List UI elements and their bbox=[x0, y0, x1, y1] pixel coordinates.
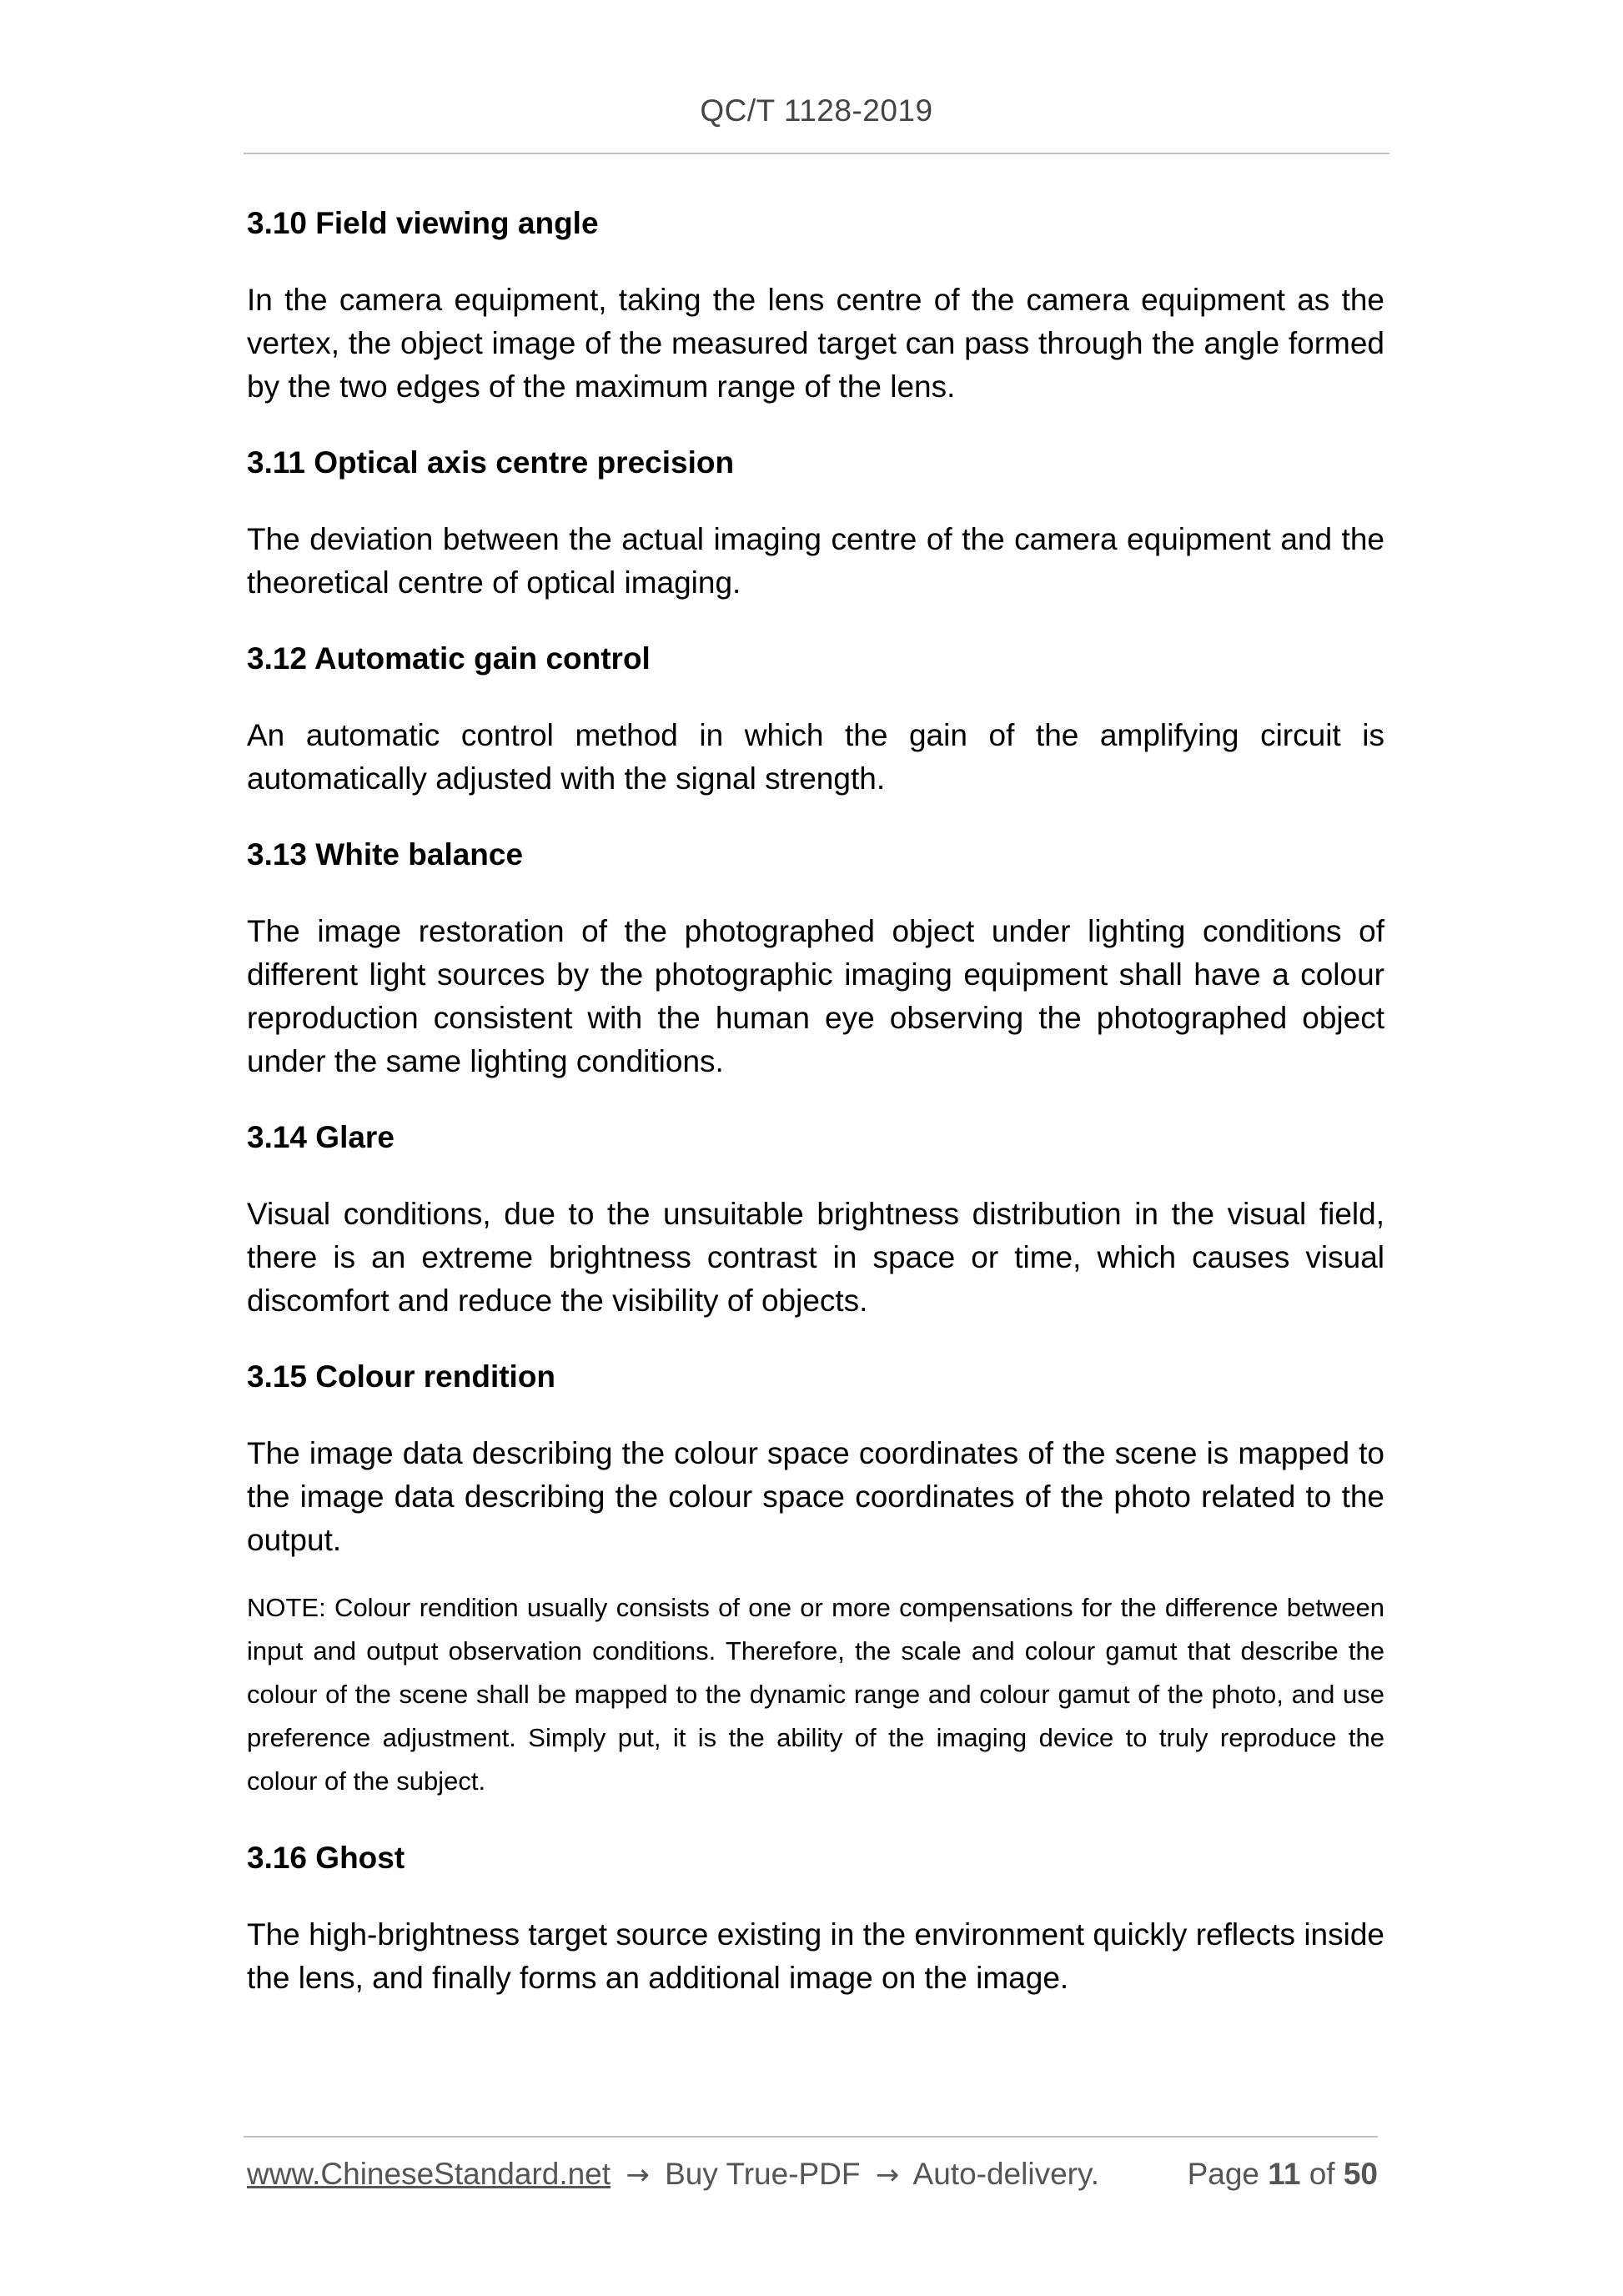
buy-true-pdf-text: Buy True-PDF bbox=[665, 2157, 861, 2191]
website-link[interactable]: www.ChineseStandard.net bbox=[247, 2157, 611, 2191]
section-body: In the camera equipment, taking the lens centre of the camera equipment as the vertex, the object image of the measured target can pass through the angle formed by the two edges of the maximum range of the lens. bbox=[247, 283, 1384, 404]
section-3-16 bbox=[247, 1836, 1384, 2000]
page-total: 50 bbox=[1343, 2157, 1378, 2191]
section-heading: 3.16 Ghost bbox=[247, 1841, 405, 1875]
section-body: The image data describing the colour space coordinates of the scene is mapped to the image data describing the colour space coordinates of the photo related to the output. bbox=[247, 1436, 1384, 1557]
page-number bbox=[1188, 2157, 1378, 2192]
arrow-right-icon: → bbox=[626, 2158, 650, 2192]
section-body: Visual conditions, due to the unsuitable brightness distribution in the visual field, there is an extreme brightness contrast in space or time, which causes visual discomfort and reduce the visibility of objects. bbox=[247, 1197, 1384, 1318]
page-current: 11 bbox=[1268, 2157, 1301, 2191]
section-3-15 bbox=[247, 1355, 1384, 1803]
section-3-13 bbox=[247, 833, 1384, 1083]
footer-promo bbox=[247, 2157, 1099, 2192]
section-3-12 bbox=[247, 637, 1384, 801]
page-content bbox=[247, 202, 1384, 2032]
section-heading: 3.12 Automatic gain control bbox=[247, 641, 651, 676]
section-body: The image restoration of the photographed object under lighting conditions of different light sources by the photographic imaging equipment shall have a colour reproduction consistent with the human eye observing the photographed object under the same lighting conditions. bbox=[247, 914, 1384, 1078]
section-body: The high-brightness target source existing in the environment quickly reflects inside the lens, and finally forms an additional image on the image. bbox=[247, 1917, 1384, 1995]
footer-divider bbox=[244, 2136, 1378, 2138]
section-body: An automatic control method in which the gain of the amplifying circuit is automatically adjusted with the signal strength. bbox=[247, 718, 1384, 796]
section-body: The deviation between the actual imaging centre of the camera equipment and the theoretical centre of optical imaging. bbox=[247, 522, 1384, 600]
section-heading: 3.11 Optical axis centre precision bbox=[247, 445, 735, 480]
section-heading: 3.10 Field viewing angle bbox=[247, 206, 599, 240]
section-3-14 bbox=[247, 1116, 1384, 1323]
page-header bbox=[244, 93, 1389, 128]
header-divider bbox=[244, 153, 1389, 154]
section-3-11 bbox=[247, 441, 1384, 605]
document-id: QC/T 1128-2019 bbox=[700, 93, 933, 128]
arrow-right-icon: → bbox=[875, 2158, 900, 2192]
auto-delivery-text: Auto-delivery. bbox=[912, 2157, 1100, 2191]
section-heading: 3.13 White balance bbox=[247, 837, 524, 872]
section-note: NOTE: Colour rendition usually consists of one or more compensations for the difference between input and output observation conditions. Therefore, the scale and colour gamut that describe the colour of the scene shall be mapped to the dynamic range and colour gamut of the photo, and use preference adjustment. Simply put, it is the ability of the imaging device to truly reproduce the colour of the subject. bbox=[247, 1593, 1384, 1796]
section-3-10 bbox=[247, 202, 1384, 409]
of-label: of bbox=[1309, 2157, 1335, 2191]
section-heading: 3.15 Colour rendition bbox=[247, 1359, 556, 1394]
section-heading: 3.14 Glare bbox=[247, 1120, 394, 1154]
page-label: Page bbox=[1187, 2157, 1260, 2191]
